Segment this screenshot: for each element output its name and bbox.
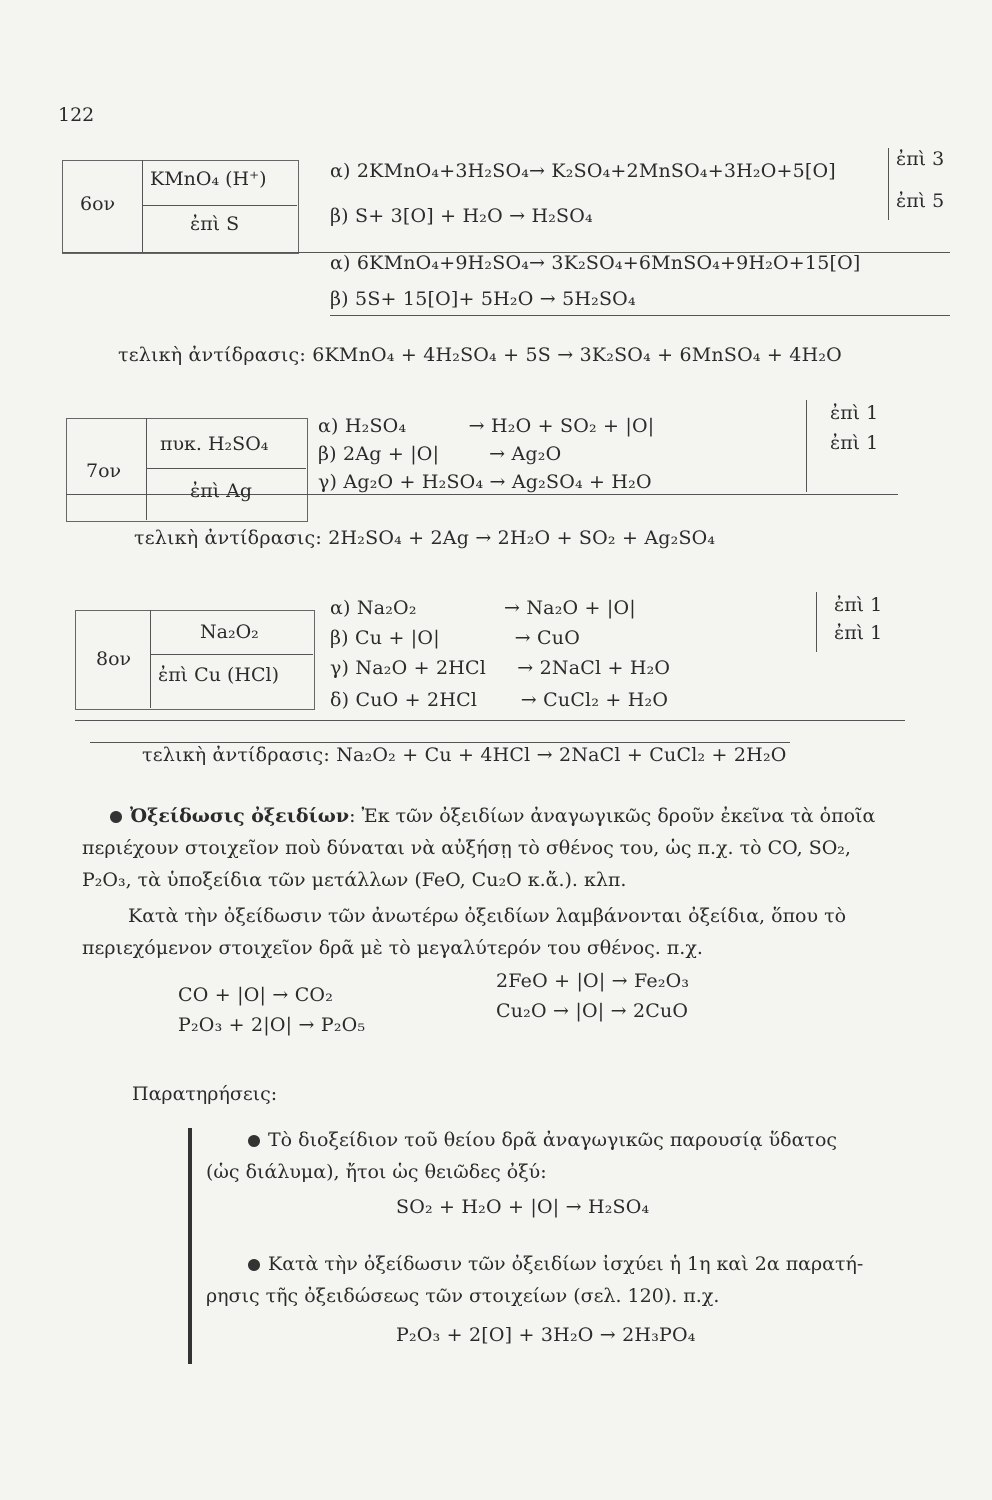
block6-final: τελικὴ ἀντίδρασις: 6KMnO₄ + 4H₂SO₄ + 5S → 3K₂SO₄ + 6MnSO₄ + 4H₂O [118, 344, 842, 366]
block6-reagent: KMnO₄ (H⁺) [150, 168, 267, 190]
oxidation-p2-line1: Κατὰ τὴν ὀξείδωσιν τῶν ἀνωτέρω ὀξειδίων λαμβάνονται ὀξείδια, ὅπου τὸ [128, 905, 847, 927]
block8-eq-c: γ) Na₂O + 2HCl → 2NaCl + H₂O [330, 657, 671, 679]
block6-label: 6ον [80, 193, 116, 215]
oxidation-p1-rest: : Ἐκ τῶν ὀξειδίων ἀναγωγικῶς δροῦν ἐκεῖνα τὰ ὁποῖα [349, 805, 876, 827]
oxidation-ex1: CO + |O| → CO₂ [178, 984, 334, 1006]
notes-n1-line2: (ὡς διάλυμα), ἤτοι ὡς θειῶδες ὀξύ: [206, 1161, 547, 1183]
bullet-icon [248, 1259, 260, 1271]
notes-n2-line1 [248, 1248, 863, 1280]
bullet-icon [248, 1135, 260, 1147]
block7-mult-divider [806, 400, 807, 492]
block6-sum-b: β) 5S+ 15[O]+ 5H₂O → 5H₂SO₄ [330, 288, 636, 310]
block6-target: ἐπὶ S [190, 213, 240, 235]
block7-eq-b: β) 2Ag + |O| → Ag₂O [318, 443, 562, 465]
oxidation-p1-line1 [110, 800, 875, 832]
block8-target: ἐπὶ Cu (HCl) [158, 664, 279, 686]
block6-mult-b: ἐπὶ 5 [896, 190, 945, 212]
block8-final-rule [90, 742, 790, 743]
block7-eq-c: γ) Ag₂O + H₂SO₄ → Ag₂SO₄ + H₂O [318, 471, 652, 493]
block6-eq-a: α) 2KMnO₄+3H₂SO₄→ K₂SO₄+2MnSO₄+3H₂O+5[O] [330, 160, 836, 182]
oxidation-p1-line3: P₂O₃, τὰ ὑποξείδια τῶν μετάλλων (FeO, Cu₂O κ.ἄ.). κλπ. [82, 869, 627, 891]
block7-target: ἐπὶ Ag [190, 480, 253, 502]
notes-n1-eq: SO₂ + H₂O + |O| → H₂SO₄ [396, 1196, 650, 1218]
notes-n1-line1 [248, 1124, 837, 1156]
block7-reagent: πυκ. H₂SO₄ [160, 433, 269, 455]
oxidation-ex4: Cu₂O → |O| → 2CuO [496, 1000, 689, 1022]
block8-eq-d: δ) CuO + 2HCl → CuCl₂ + H₂O [330, 689, 669, 711]
block7-hline [146, 468, 306, 469]
notes-n2-line2: ρησις τῆς ὀξειδώσεως τῶν στοιχείων (σελ. 120). π.χ. [206, 1285, 720, 1307]
block7-mult-a: ἐπὶ 1 [830, 402, 879, 424]
notes-margin-bar [188, 1128, 192, 1364]
block7-eq-a: α) H₂SO₄ → H₂O + SO₂ + |O| [318, 415, 655, 437]
notes-n2-text: Κατὰ τὴν ὀξείδωσιν τῶν ὀξειδίων ἰσχύει ἡ 1η καὶ 2α παρατή- [268, 1253, 864, 1275]
block8-reagent: Na₂O₂ [200, 621, 259, 643]
block7-divider [146, 418, 147, 520]
oxidation-p1-line2: περιέχουν στοιχεῖον ποὺ δύναται νὰ αὐξήσῃ τὸ σθένος του, ὡς π.χ. τὸ CO, SO₂, [82, 837, 851, 859]
block6-mult-a: ἐπὶ 3 [896, 148, 945, 170]
block6-divider [142, 160, 143, 252]
block8-mult-divider [816, 592, 817, 652]
notes-n1-text: Τὸ διοξείδιον τοῦ θείου δρᾶ ἀναγωγικῶς παρουσίᾳ ὕδατος [268, 1129, 838, 1151]
block6-sum-rule [330, 315, 950, 316]
block7-mult-b: ἐπὶ 1 [830, 432, 879, 454]
block8-rule [75, 720, 905, 721]
oxidation-ex3: 2FeO + |O| → Fe₂O₃ [496, 970, 690, 992]
block6-sum-a: α) 6KMnO₄+9H₂SO₄→ 3K₂SO₄+6MnSO₄+9H₂O+15[O] [330, 252, 861, 274]
bullet-icon [110, 811, 122, 823]
block7-label: 7ον [86, 460, 122, 482]
block6-mult-divider [888, 148, 889, 220]
block8-eq-b: β) Cu + |O| → CuO [330, 627, 580, 649]
page-number: 122 [58, 104, 95, 126]
notes-heading: Παρατηρήσεις: [132, 1083, 278, 1105]
oxidation-p2-line2: περιεχόμενον στοιχεῖον δρᾶ μὲ τὸ μεγαλύτερόν του σθένος. π.χ. [82, 937, 703, 959]
block8-eq-a: α) Na₂O₂ → Na₂O + |O| [330, 597, 636, 619]
block7-final: τελικὴ ἀντίδρασις: 2H₂SO₄ + 2Ag → 2H₂O + SO₂ + Ag₂SO₄ [134, 527, 716, 549]
block8-mult-a: ἐπὶ 1 [834, 594, 883, 616]
block8-divider [150, 610, 151, 708]
block8-mult-b: ἐπὶ 1 [834, 622, 883, 644]
notes-n2-eq: P₂O₃ + 2[O] + 3H₂O → 2H₃PO₄ [396, 1324, 696, 1346]
block8-final: τελικὴ ἀντίδρασις: Na₂O₂ + Cu + 4HCl → 2NaCl + CuCl₂ + 2H₂O [142, 744, 787, 766]
oxidation-ex2: P₂O₃ + 2|O| → P₂O₅ [178, 1014, 366, 1036]
oxidation-heading: Ὀξείδωσις ὀξειδίων [130, 805, 350, 827]
block6-eq-b: β) S+ 3[O] + H₂O → H₂SO₄ [330, 205, 593, 227]
block8-label: 8ον [96, 648, 132, 670]
block8-hline [150, 654, 313, 655]
block6-hline [142, 205, 297, 206]
